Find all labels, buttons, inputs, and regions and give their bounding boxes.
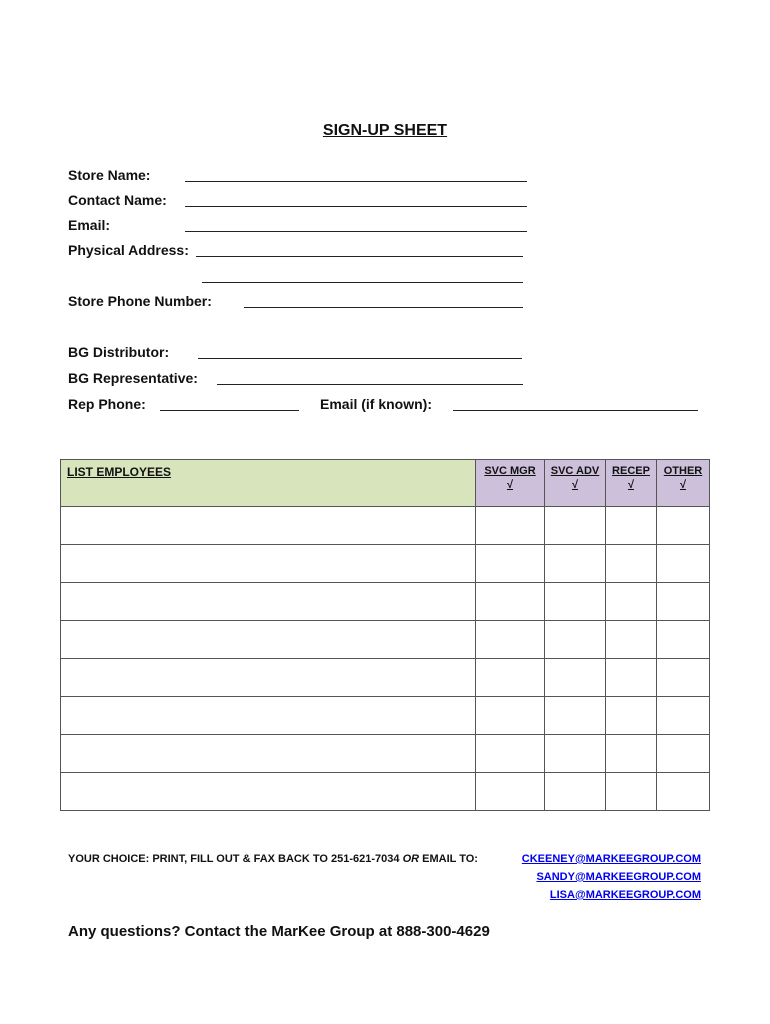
bg-representative-label: BG Representative: <box>68 370 198 386</box>
table-header-row <box>61 460 710 507</box>
employee-name-cell[interactable] <box>61 545 476 583</box>
contact-name-line[interactable] <box>185 206 527 207</box>
role-header-svc-adv <box>545 460 606 507</box>
store-phone-label: Store Phone Number: <box>68 293 212 309</box>
employee-table <box>60 459 710 811</box>
role-check-cell[interactable] <box>545 773 606 811</box>
role-header-recep <box>606 460 657 507</box>
employee-name-cell[interactable] <box>61 697 476 735</box>
role-check-cell[interactable] <box>545 621 606 659</box>
role-label: OTHER <box>663 465 703 477</box>
table-row <box>61 697 710 735</box>
bg-distributor-label: BG Distributor: <box>68 344 170 360</box>
table-row <box>61 735 710 773</box>
role-check-cell[interactable] <box>657 659 710 697</box>
role-check-cell[interactable] <box>476 697 545 735</box>
store-name-label: Store Name: <box>68 167 151 183</box>
table-row <box>61 773 710 811</box>
role-check-cell[interactable] <box>657 773 710 811</box>
employee-name-cell[interactable] <box>61 621 476 659</box>
rep-phone-line[interactable] <box>160 410 299 411</box>
role-header-other <box>657 460 710 507</box>
role-check-cell[interactable] <box>545 735 606 773</box>
contact-name-label: Contact Name: <box>68 192 167 208</box>
checkmark-icon: √ <box>571 479 579 491</box>
role-check-cell[interactable] <box>545 659 606 697</box>
physical-address-label: Physical Address: <box>68 242 189 258</box>
role-check-cell[interactable] <box>476 773 545 811</box>
employee-name-cell[interactable] <box>61 773 476 811</box>
email-line[interactable] <box>185 231 527 232</box>
role-check-cell[interactable] <box>606 735 657 773</box>
role-check-cell[interactable] <box>545 583 606 621</box>
role-label: RECEP <box>612 465 650 477</box>
role-check-cell[interactable] <box>476 545 545 583</box>
employee-name-cell[interactable] <box>61 735 476 773</box>
page-title: SIGN-UP SHEET <box>322 122 448 139</box>
table-row <box>61 659 710 697</box>
role-check-cell[interactable] <box>476 735 545 773</box>
role-check-cell[interactable] <box>657 621 710 659</box>
role-check-cell[interactable] <box>545 507 606 545</box>
role-check-cell[interactable] <box>657 735 710 773</box>
instruction-text: YOUR CHOICE: PRINT, FILL OUT & FAX BACK TO 251-621-7034 <box>68 853 403 865</box>
checkmark-icon: √ <box>679 479 687 491</box>
role-check-cell[interactable] <box>606 773 657 811</box>
table-row <box>61 507 710 545</box>
role-check-cell[interactable] <box>657 697 710 735</box>
rep-email-line[interactable] <box>453 410 698 411</box>
fax-instruction <box>68 853 478 865</box>
table-row <box>61 621 710 659</box>
table-row <box>61 545 710 583</box>
checkmark-icon: √ <box>627 479 635 491</box>
role-header-svc-mgr <box>476 460 545 507</box>
instruction-suffix: EMAIL TO: <box>419 853 478 865</box>
checkmark-icon: √ <box>506 479 514 491</box>
rep-email-label: Email (if known): <box>320 396 432 412</box>
role-check-cell[interactable] <box>476 621 545 659</box>
role-label: SVC MGR <box>484 465 536 477</box>
rep-phone-label: Rep Phone: <box>68 396 146 412</box>
instruction-or: OR <box>402 853 420 865</box>
employee-name-cell[interactable] <box>61 507 476 545</box>
role-check-cell[interactable] <box>606 545 657 583</box>
role-check-cell[interactable] <box>657 507 710 545</box>
role-check-cell[interactable] <box>476 583 545 621</box>
email-link-sandy[interactable]: SANDY@MARKEEGROUP.COM <box>536 871 701 883</box>
role-check-cell[interactable] <box>476 507 545 545</box>
store-name-line[interactable] <box>185 181 527 182</box>
role-label: SVC ADV <box>550 465 600 477</box>
role-check-cell[interactable] <box>657 583 710 621</box>
contact-question: Any questions? Contact the MarKee Group at 888-300-4629 <box>68 923 490 940</box>
store-phone-line[interactable] <box>244 307 523 308</box>
employee-name-cell[interactable] <box>61 583 476 621</box>
role-check-cell[interactable] <box>657 545 710 583</box>
role-check-cell[interactable] <box>606 507 657 545</box>
bg-representative-line[interactable] <box>217 384 523 385</box>
email-link-ckeeney[interactable]: CKEENEY@MARKEEGROUP.COM <box>521 853 701 865</box>
role-check-cell[interactable] <box>606 583 657 621</box>
email-label: Email: <box>68 217 111 233</box>
role-check-cell[interactable] <box>606 659 657 697</box>
role-check-cell[interactable] <box>606 697 657 735</box>
list-employees-header <box>61 460 476 507</box>
role-check-cell[interactable] <box>545 697 606 735</box>
role-check-cell[interactable] <box>545 545 606 583</box>
employee-name-cell[interactable] <box>61 659 476 697</box>
role-check-cell[interactable] <box>606 621 657 659</box>
email-link-lisa[interactable]: LISA@MARKEEGROUP.COM <box>549 889 701 901</box>
bg-distributor-line[interactable] <box>198 358 522 359</box>
physical-address-line[interactable] <box>196 256 523 257</box>
table-row <box>61 583 710 621</box>
physical-address-line-2[interactable] <box>202 282 523 283</box>
role-check-cell[interactable] <box>476 659 545 697</box>
list-employees-label: LIST EMPLOYEES <box>67 465 172 479</box>
